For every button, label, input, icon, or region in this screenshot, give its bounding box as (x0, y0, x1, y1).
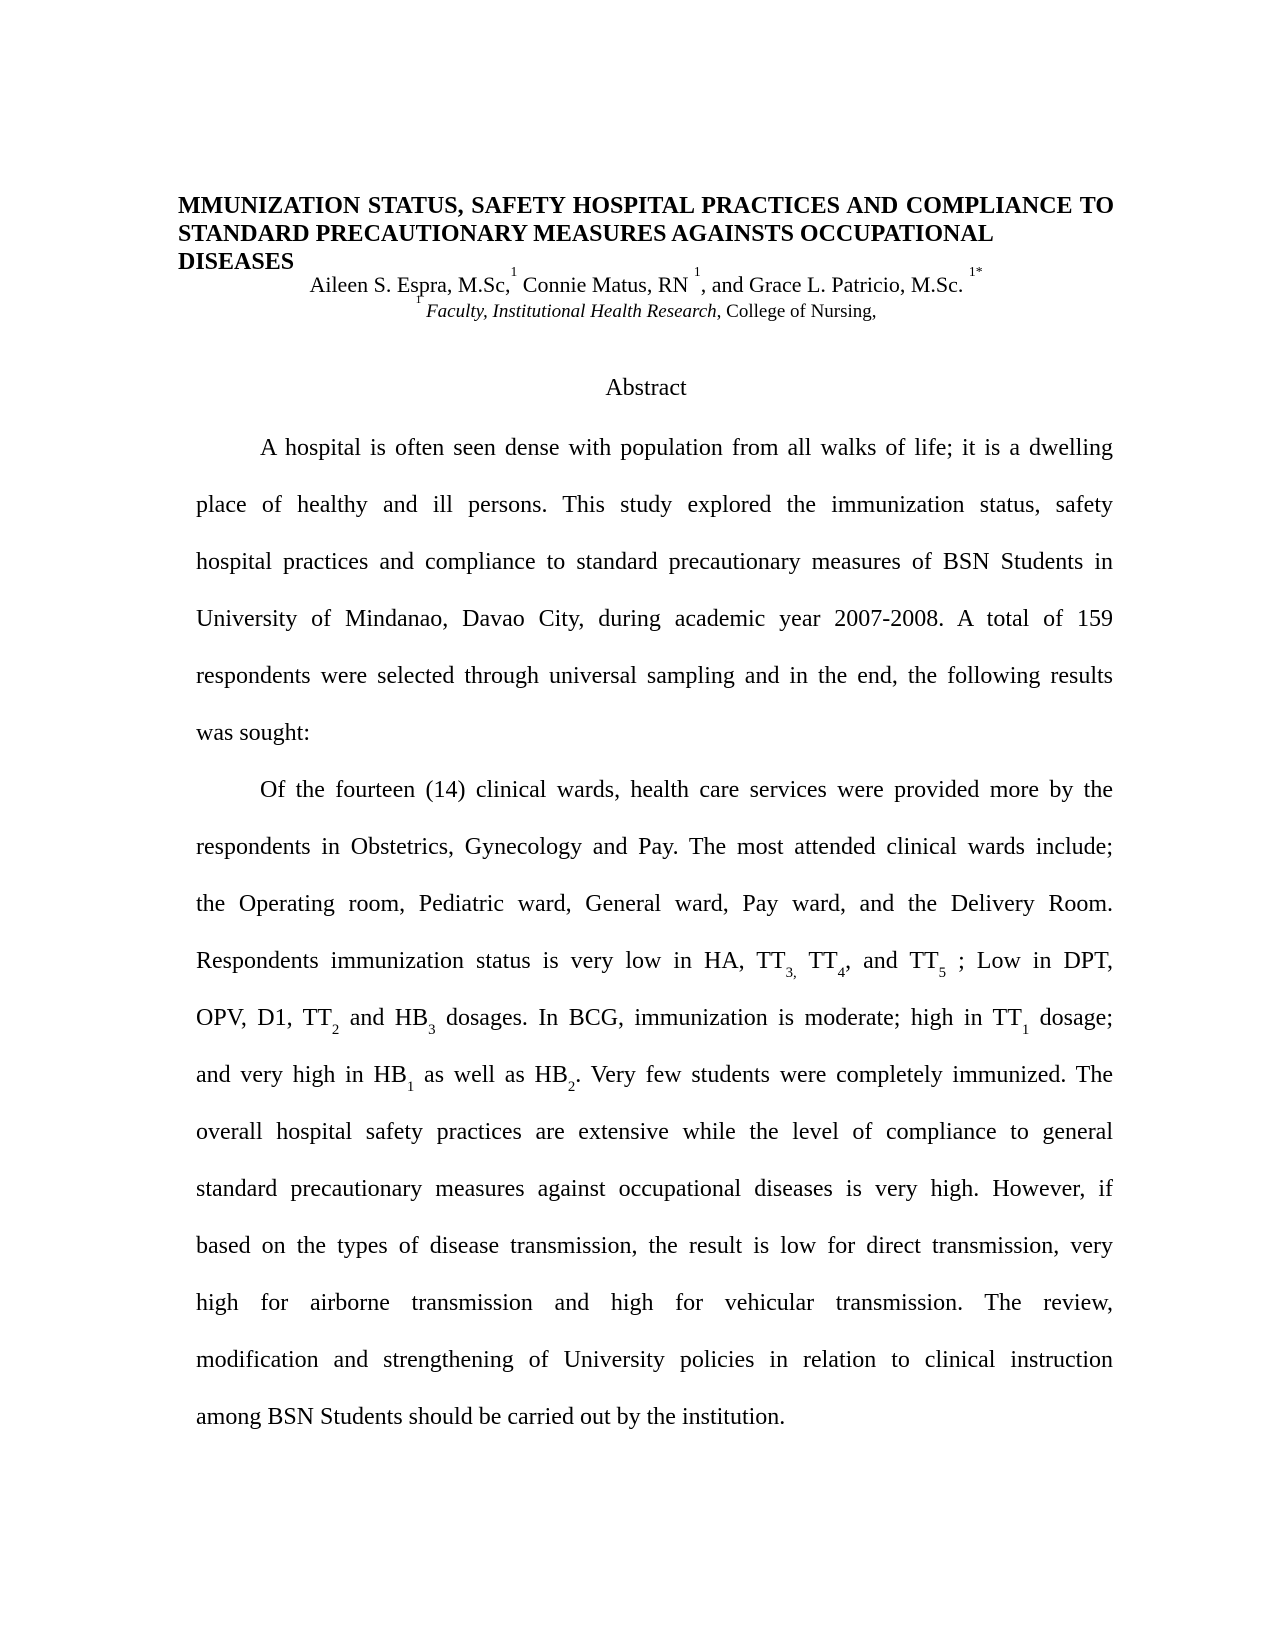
text-line: standard precautionary measures against occupational diseases is very high. However, if (196, 1176, 1113, 1202)
paper-title-line-2: STANDARD PRECAUTIONARY MEASURES AGAINSTS OCCUPATIONAL DISEASES (178, 221, 993, 275)
text-line: overall hospital safety practices are extensive while the level of compliance to general (196, 1119, 1113, 1145)
text-line: OPV, D1, $TT_2$ and $HB_3$ dosages. In BCG, immunization is moderate; high in $TT_1$ dosage; (196, 1005, 1113, 1039)
abstract-paragraph (196, 420, 1113, 762)
text-line: among BSN Students should be carried out by the institution. (196, 1404, 786, 1430)
paper-title-line-1: MMUNIZATION STATUS, SAFETY HOSPITAL PRACTICES AND COMPLIANCE TO (178, 193, 1114, 219)
author-byline: Aileen S. Espra, M.Sc,$^1$ Connie Matus, RN $^1$, and Grace L. Patricio, M.Sc. $^{1*}$ (309, 264, 983, 297)
text-line: and very high in $HB_1$ as well as $HB_2$. Very few students were completely immunized. The (196, 1062, 1113, 1096)
text-line: modification and strengthening of University policies in relation to clinical instruction (196, 1347, 1113, 1373)
text-line: University of Mindanao, Davao City, during academic year 2007-2008. A total of 159 (196, 606, 1113, 632)
text-line: place of healthy and ill persons. This study explored the immunization status, safety (196, 492, 1113, 518)
text-line: was sought: (196, 720, 310, 746)
text-line: high for airborne transmission and high for vehicular transmission. The review, (196, 1290, 1113, 1316)
text-line: Of the fourteen (14) clinical wards, health care services were provided more by the (260, 777, 1113, 803)
text-line: Respondents immunization status is very low in HA, $TT_{3,}$ $TT_4$, and $TT_5$ ; Low in DPT, (196, 948, 1114, 982)
abstract-paragraph (196, 762, 1113, 1446)
text-line: respondents in Obstetrics, Gynecology and Pay. The most attended clinical wards include; (196, 834, 1113, 860)
text-line: A hospital is often seen dense with population from all walks of life; it is a dwelling (260, 435, 1113, 461)
text-line: respondents were selected through universal sampling and in the end, the following results (196, 663, 1113, 689)
affiliation-line: $^1$ Faculty, Institutional Health Research, College of Nursing, (415, 293, 877, 322)
abstract-body (196, 420, 1113, 1446)
abstract-heading: Abstract (605, 375, 687, 401)
text-line: hospital practices and compliance to standard precautionary measures of BSN Students in (196, 549, 1113, 575)
text-line: based on the types of disease transmission, the result is low for direct transmission, very (196, 1233, 1113, 1259)
text-line: the Operating room, Pediatric ward, General ward, Pay ward, and the Delivery Room. (196, 891, 1113, 917)
